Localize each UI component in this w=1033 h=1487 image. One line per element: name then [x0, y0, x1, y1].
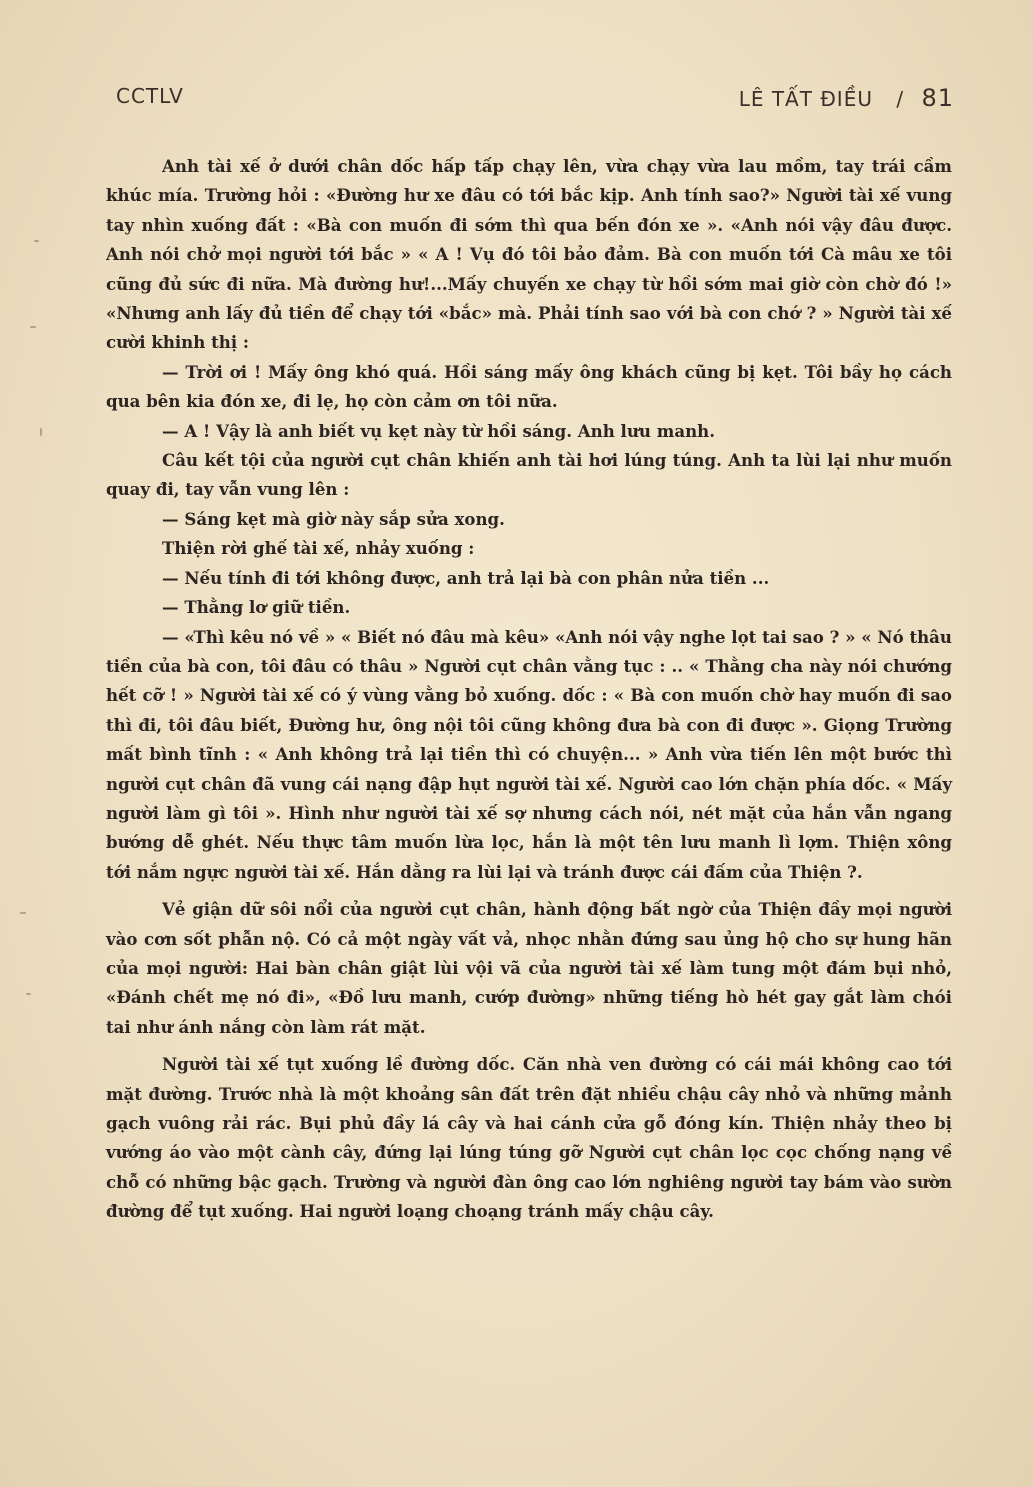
paper-speck [34, 240, 39, 242]
book-abbreviation: CCTLV [116, 84, 184, 108]
paragraph: Anh tài xế ở dưới chân dốc hấp tấp chạy lên, vừa chạy vừa lau mồm, tay trái cầm khúc mía. Trường hỏi : «Đường hư xe đâu có tới bắc kịp. Anh tính sao?» Người tài xế vung tay nhìn xuống đất : «Bà con muốn đi sớm thì qua bến đón xe ». «Anh nói vậy đâu được. Anh nói chở mọi người tới bắc » « A ! Vụ đó tôi bảo đảm. Bà con muốn tới Cà mâu xe tôi cũng đủ sức đi nữa. Mà đường hư!...Mấy chuyến xe chạy từ hồi sớm mai giờ còn chờ đó !» «Nhưng anh lấy đủ tiền để chạy tới «bắc» mà. Phải tính sao với bà con chớ ? » Người tài xế cười khinh thị : [106, 156, 952, 353]
author-name: LÊ TẤT ĐIỀU [738, 87, 873, 111]
paragraph: — «Thì kêu nó về » « Biết nó đâu mà kêu» «Anh nói vậy nghe lọt tai sao ? » « Nó thâu tiền của bà con, tôi đâu có thâu » Người cụt chân vằng tục : .. « Thằng cha này nói chướng hết cỡ ! » Người tài xế có ý vùng vằng bỏ xuống. dốc : « Bà con muốn chờ hay muốn đi sao thì đi, tôi đâu biết, Đường hư, ông nội tôi cũng không đưa bà con đi được ». Giọng Trường mất bình tĩnh : « Anh không trả lại tiền thì có chuyện... » Anh vừa tiến lên một bước thì người cụt chân đã vung cái nạng đập hụt người tài xế. Người cao lớn chặn phía dốc. « Mấy người làm gì tôi ». Hình như người tài xế sợ nhưng cách nói, nét mặt của hắn vẫn ngang bướng dễ ghét. Nếu thực tâm muốn lừa lọc, hắn là một tên lưu manh lì lợm. Thiện xông tới nắm ngực người tài xế. Hắn dằng ra lùi lại và tránh được cái đấm của Thiện ?. [106, 626, 952, 882]
page-body [106, 152, 952, 1227]
paragraph: Câu kết tội của người cụt chân khiến anh tài hơi lúng túng. Anh ta lùi lại như muốn quay đi, tay vẫn vung lên : [106, 450, 952, 500]
page-header [116, 84, 954, 114]
running-head [739, 84, 954, 112]
paragraph: Vẻ giận dữ sôi nổi của người cụt chân, hành động bất ngờ của Thiện đầy mọi người vào cơn sốt phẫn nộ. Có cả một ngày vất vả, nhọc nhằn đứng sau ủng hộ cho sự hung hãn của mọi người: Hai bàn chân giật lùi vội vã của người tài xế làm tung một đám bụi nhỏ, «Đánh chết mẹ nó đi», «Đồ lưu manh, cướp đường» những tiếng hò hét gay gắt làm chói tai như ánh nắng còn làm rát mặt. [106, 899, 952, 1037]
paragraph: Người tài xế tụt xuống lề đường dốc. Căn nhà ven đường có cái mái không cao tới mặt đường. Trước nhà là một khoảng sân đất trên đặt nhiều chậu cây nhỏ và những mảnh gạch vuông rải rác. Bụi phủ đầy lá cây và hai cánh cửa gỗ đóng kín. Thiện nhảy theo bị vướng áo vào một cành cây, đứng lại lúng túng gỡ Người cụt chân lọc cọc chống nạng về chỗ có những bậc gạch. Trường và người đàn ông cao lớn nghiêng người tay bám vào sườn đường để tụt xuống. Hai người loạng choạng tránh mấy chậu cây. [106, 1054, 952, 1222]
page-number: 81 [921, 84, 954, 112]
paper-speck [20, 912, 26, 914]
paper-speck [30, 326, 36, 328]
header-separator: / [896, 87, 905, 111]
dialogue-line: — Trời ơi ! Mấy ông khó quá. Hồi sáng mấy ông khách cũng bị kẹt. Tôi bầy họ cách qua bên kia đón xe, đi lẹ, họ còn cảm ơn tôi nữa. [106, 361, 952, 412]
paragraph: Thiện rời ghế tài xế, nhảy xuống : [162, 538, 475, 559]
dialogue-line: — Sáng kẹt mà giờ này sắp sửa xong. [162, 508, 505, 529]
dialogue-line: — Nếu tính đi tới không được, anh trả lại bà con phân nửa tiền ... [162, 567, 770, 588]
paper-speck [26, 993, 31, 995]
dialogue-line: — Thằng lơ giữ tiền. [162, 597, 351, 618]
dialogue-line: — A ! Vậy là anh biết vụ kẹt này từ hồi sáng. Anh lưu manh. [162, 420, 715, 441]
paper-speck [40, 428, 42, 436]
